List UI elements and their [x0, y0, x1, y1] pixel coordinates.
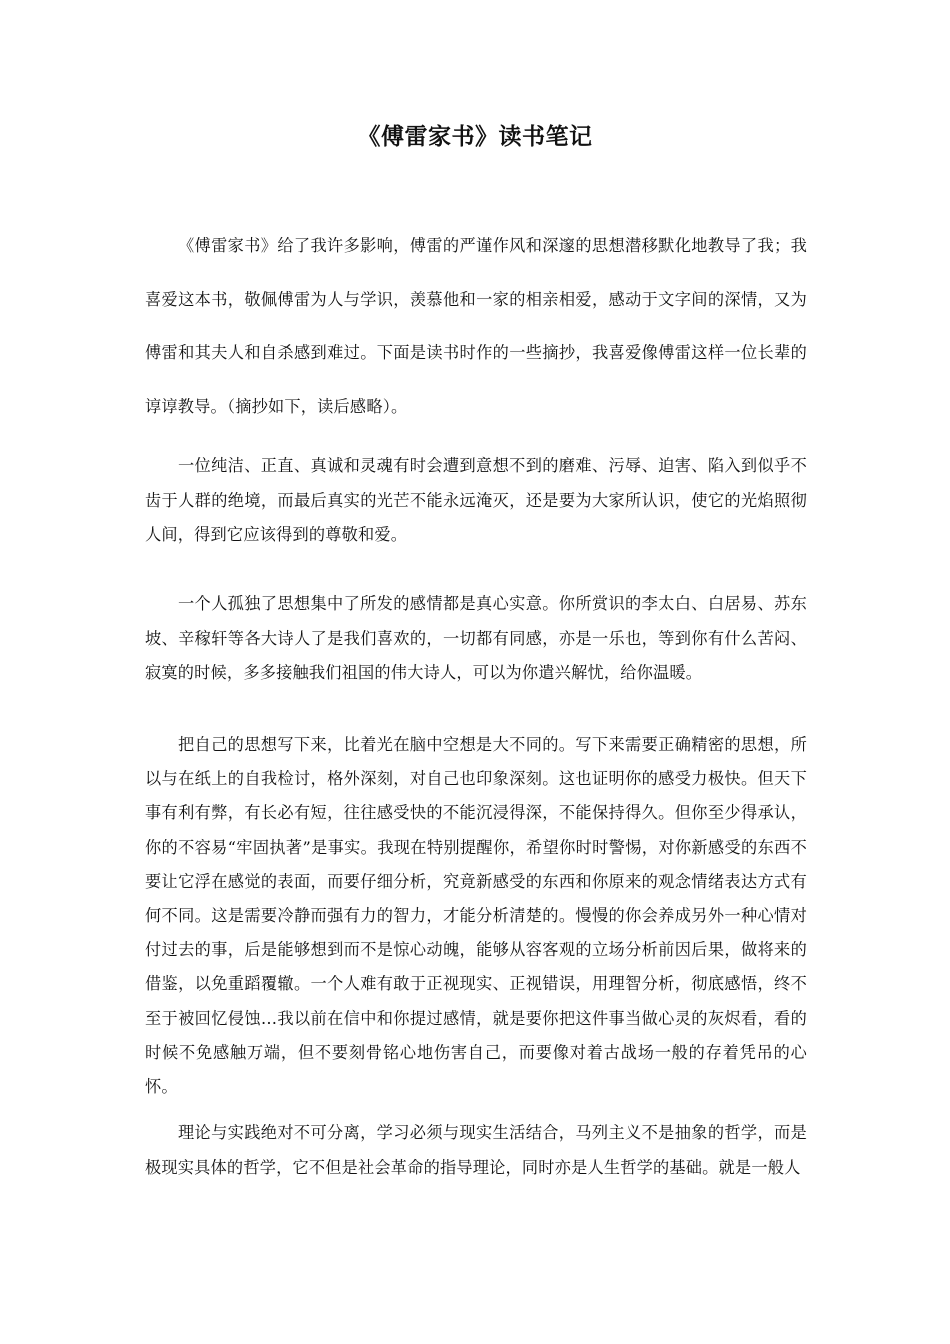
excerpt-paragraph: 理论与实践绝对不可分离，学习必须与现实生活结合，马列主义不是抽象的哲学，而是极现实具体的哲学，它不但是社会革命的指导理论，同时亦是人生哲学的基础。就是一般人 [145, 1123, 807, 1177]
intro-paragraph: 《傅雷家书》给了我许多影响，傅雷的严谨作风和深邃的思想潜移默化地教导了我；我喜爱这本书，敬佩傅雷为人与学识，羡慕他和一家的相亲相爱，感动于文字间的深情，又为傅雷和其夫人和自杀感到难过。下面是读书时作的一些摘抄，我喜爱像傅雷这样一位长辈的谆谆教导。（摘抄如下，读后感略）。 [145, 236, 807, 416]
document-title: 《傅雷家书》读书笔记 [357, 123, 593, 150]
excerpt-paragraph: 把自己的思想写下来，比着光在脑中空想是大不同的。写下来需要正确精密的思想，所以与在纸上的自我检讨，格外深刻，对自己也印象深刻。这也证明你的感受力极快。但天下事有利有弊，有长必有短，往往感受快的不能沉浸得深，不能保持得久。但你至少得承认，你的不容易“牢固执著”是事实。我现在特别提醒你，希望你时时警惕，对你新感受的东西不要让它浮在感觉的表面，而要仔细分析，究竟新感受的东西和你原来的观念情绪表达方式有何不同。这是需要冷静而强有力的智力，才能分析清楚的。慢慢的你会养成另外一种心情对付过去的事，后是能够想到而不是惊心动魄，能够从容客观的立场分析前因后果，做将来的借鉴，以免重蹈覆辙。一个人难有敢于正视现实、正视错误，用理智分析，彻底感悟，终不至于被回忆侵蚀…我以前在信中和你提过感情，就是要你把这件事当做心灵的灰烬看，看的时候不免感触万端，但不要刻骨铭心地伤害自己，而要像对着古战场一般的存着凭吊的心怀。 [145, 735, 807, 1097]
excerpt-paragraph: 一位纯洁、正直、真诚和灵魂有时会遭到意想不到的磨难、污辱、迫害、陷入到似乎不齿于人群的绝境，而最后真实的光芒不能永远淹灭，还是要为大家所认识，使它的光焰照彻人间，得到它应该得到的尊敬和爱。 [145, 456, 807, 544]
excerpt-paragraph: 一个人孤独了思想集中了所发的感情都是真心实意。你所赏识的李太白、白居易、苏东坡、辛稼轩等各大诗人了是我们喜欢的，一切都有同感，亦是一乐也，等到你有什么苦闷、寂寞的时候，多多接触我们祖国的伟大诗人，可以为你遣兴解忧，给你温暖。 [145, 594, 807, 682]
